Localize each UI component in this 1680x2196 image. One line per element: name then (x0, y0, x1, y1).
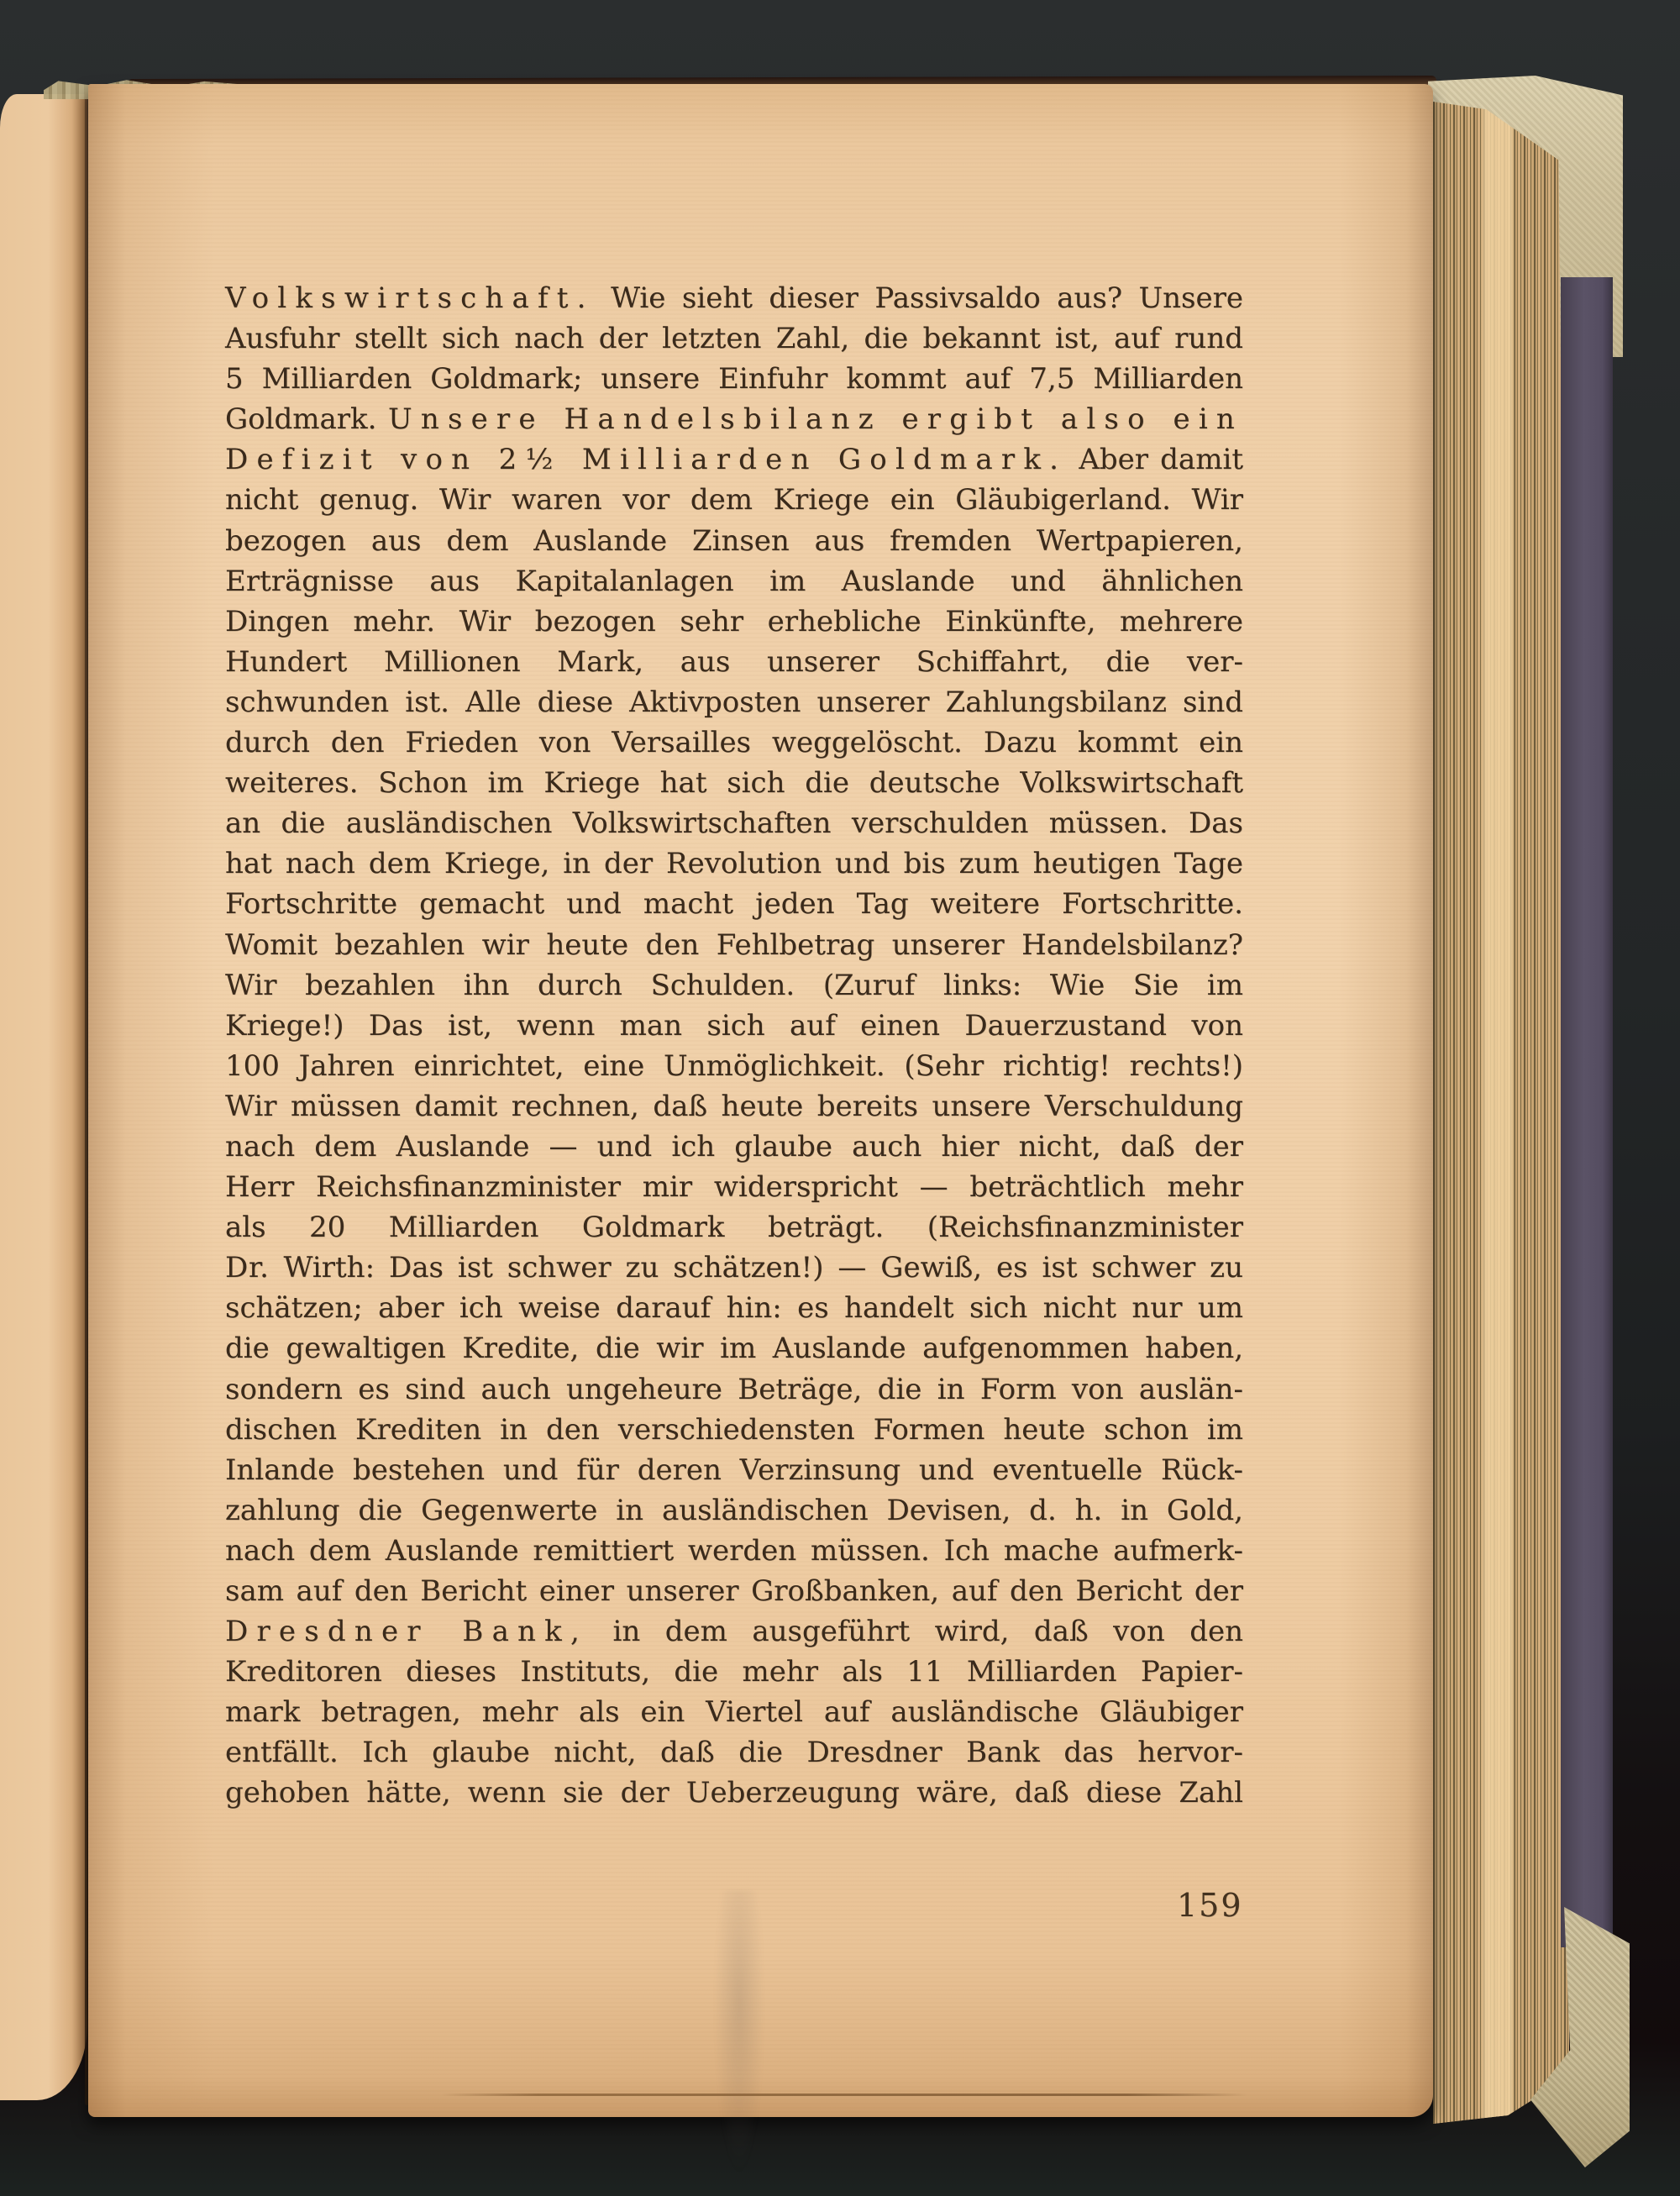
text-line (225, 763, 1243, 803)
text-segment: Wir bezahlen ihn durch Schulden. (Zuruf links: Wie Sie im (225, 968, 1243, 1002)
text-segment: Kriege!) Das ist, wenn man sich auf einen Dauerzustand von (225, 1008, 1243, 1043)
text-segment: nach dem Auslande remittiert werden müssen. Ich mache aufmerk- (225, 1533, 1243, 1568)
text-segment: zahlung die Gegenwerte in ausländischen Devisen, d. h. in Gold, (225, 1493, 1243, 1527)
text-line (225, 722, 1243, 763)
text-line (225, 1127, 1243, 1167)
text-segment: Aber damit (1067, 443, 1243, 477)
text-segment: Ausfuhr stellt sich nach der letzten Zahl, die bekannt ist, auf rund (225, 322, 1243, 356)
text-segment: 100 Jahren einrichtet, eine Unmöglichkeit. (Sehr richtig! rechts!) (225, 1048, 1243, 1083)
text-segment: Goldmark. (225, 402, 389, 437)
text-line (225, 1450, 1243, 1490)
page-text-block (225, 278, 1243, 1814)
text-line (225, 682, 1243, 722)
text-segment: Wie sieht dieser Passivsaldo aus? Unsere (594, 281, 1243, 315)
letterspaced-segment: Defizit von 2½ Milliarden Goldmark. (225, 443, 1068, 477)
text-line (225, 1006, 1243, 1046)
text-line (225, 1046, 1243, 1086)
page-bottom-underlay-line (441, 2094, 1247, 2096)
text-segment: durch den Frieden von Versailles weggelöscht. Dazu kommt ein (225, 726, 1243, 760)
text-line (225, 884, 1243, 924)
text-segment: hat nach dem Kriege, in der Revolution und bis zum heutigen Tage (225, 847, 1243, 881)
text-segment: Erträgnisse aus Kapitalanlagen im Auslande und ähnlichen (225, 564, 1243, 598)
letterspaced-segment: Unsere Handelsbilanz ergibt also ein (388, 402, 1243, 437)
text-line (225, 278, 1243, 318)
text-line (225, 1086, 1243, 1127)
text-line (225, 1207, 1243, 1248)
text-line (225, 1248, 1243, 1288)
text-segment: dischen Krediten in den verschiedensten Formen heute schon im (225, 1412, 1243, 1447)
text-line (225, 965, 1243, 1006)
text-line (225, 602, 1243, 642)
text-line (225, 318, 1243, 359)
text-segment: Inlande bestehen und für deren Verzinsung und eventuelle Rück- (225, 1453, 1243, 1487)
text-segment: Womit bezahlen wir heute den Fehlbetrag unserer Handelsbilanz? (225, 927, 1243, 962)
text-segment: entfällt. Ich glaube nicht, daß die Dresdner Bank das hervor- (225, 1736, 1243, 1770)
text-segment: Fortschritte gemacht und macht jeden Tag weitere Fortschritte. (225, 887, 1243, 922)
text-line (225, 439, 1243, 480)
text-segment: die gewaltigen Kredite, die wir im Auslande aufgenommen haben, (225, 1332, 1243, 1366)
text-line (225, 561, 1243, 602)
text-segment: als 20 Milliarden Goldmark beträgt. (Reichsfinanzminister (225, 1211, 1243, 1245)
text-line (225, 803, 1243, 843)
facing-page-edge (0, 94, 87, 2100)
book-page (88, 84, 1433, 2117)
text-segment: nicht genug. Wir waren vor dem Kriege ein Gläubigerland. Wir (225, 483, 1243, 517)
text-line (225, 1692, 1243, 1732)
text-line (225, 925, 1243, 965)
text-line (225, 1167, 1243, 1207)
text-line (225, 1571, 1243, 1611)
text-line (225, 1369, 1243, 1410)
text-segment: bezogen aus dem Auslande Zinsen aus fremden Wertpapieren, (225, 523, 1243, 558)
text-segment: Wir müssen damit rechnen, daß heute bereits unsere Verschuldung (225, 1089, 1243, 1123)
text-segment: weiteres. Schon im Kriege hat sich die deutsche Volkswirtschaft (225, 766, 1243, 801)
text-segment: schwunden ist. Alle diese Aktivposten unserer Zahlungsbilanz sind (225, 685, 1243, 719)
text-line (225, 1288, 1243, 1328)
text-line (225, 1652, 1243, 1692)
text-segment: Kreditoren dieses Instituts, die mehr als 11 Milliarden Papier- (225, 1655, 1243, 1689)
text-segment: Hundert Millionen Mark, aus unserer Schiffahrt, die ver- (225, 644, 1243, 679)
text-line (225, 359, 1243, 399)
text-segment: in dem ausgeführt wird, daß von den (587, 1615, 1243, 1649)
text-line (225, 1410, 1243, 1450)
text-segment: schätzen; aber ich weise darauf hin: es handelt sich nicht nur um (225, 1291, 1243, 1326)
text-segment: gehoben hätte, wenn sie der Ueberzeugung wäre, daß diese Zahl (225, 1776, 1243, 1810)
roman-segment: Dr. (225, 1251, 270, 1285)
letterspaced-segment: Dresdner Bank, (225, 1615, 588, 1649)
text-line (225, 480, 1243, 520)
text-line (225, 843, 1243, 884)
text-line (225, 1732, 1243, 1773)
text-line (225, 1611, 1243, 1652)
cover-board-edge (1561, 277, 1613, 1947)
letterspaced-segment: Volkswirtschaft. (225, 281, 595, 315)
text-segment: Herr Reichsfinanzminister mir widerspricht — beträchtlich mehr (225, 1170, 1243, 1205)
text-line (225, 1490, 1243, 1531)
text-segment: Dingen mehr. Wir bezogen sehr erhebliche Einkünfte, mehrere (225, 604, 1243, 638)
fore-edge-pages (1433, 81, 1569, 2127)
text-line (225, 1773, 1243, 1813)
text-segment: 5 Milliarden Goldmark; unsere Einfuhr kommt auf 7,5 Milliarden (225, 362, 1243, 397)
text-segment: sondern es sind auch ungeheure Beträge, die in Form von auslän- (225, 1372, 1243, 1406)
text-segment: Wirth: Das ist schwer zu schätzen!) — Gewiß, es ist schwer zu (269, 1251, 1243, 1285)
text-line (225, 1328, 1243, 1369)
text-line (225, 1531, 1243, 1571)
text-line (225, 521, 1243, 561)
text-segment: mark betragen, mehr als ein Viertel auf ausländische Gläubiger (225, 1695, 1243, 1730)
text-line (225, 642, 1243, 682)
text-segment: an die ausländischen Volkswirtschaften verschulden müssen. Das (225, 806, 1243, 841)
text-line (225, 399, 1243, 439)
text-segment: sam auf den Bericht einer unserer Großbanken, auf den Bericht der (225, 1574, 1243, 1608)
page-number: 159 (1177, 1887, 1243, 1924)
page-smudge (714, 1890, 764, 2176)
text-segment: nach dem Auslande — und ich glaube auch hier nicht, daß der (225, 1129, 1243, 1164)
